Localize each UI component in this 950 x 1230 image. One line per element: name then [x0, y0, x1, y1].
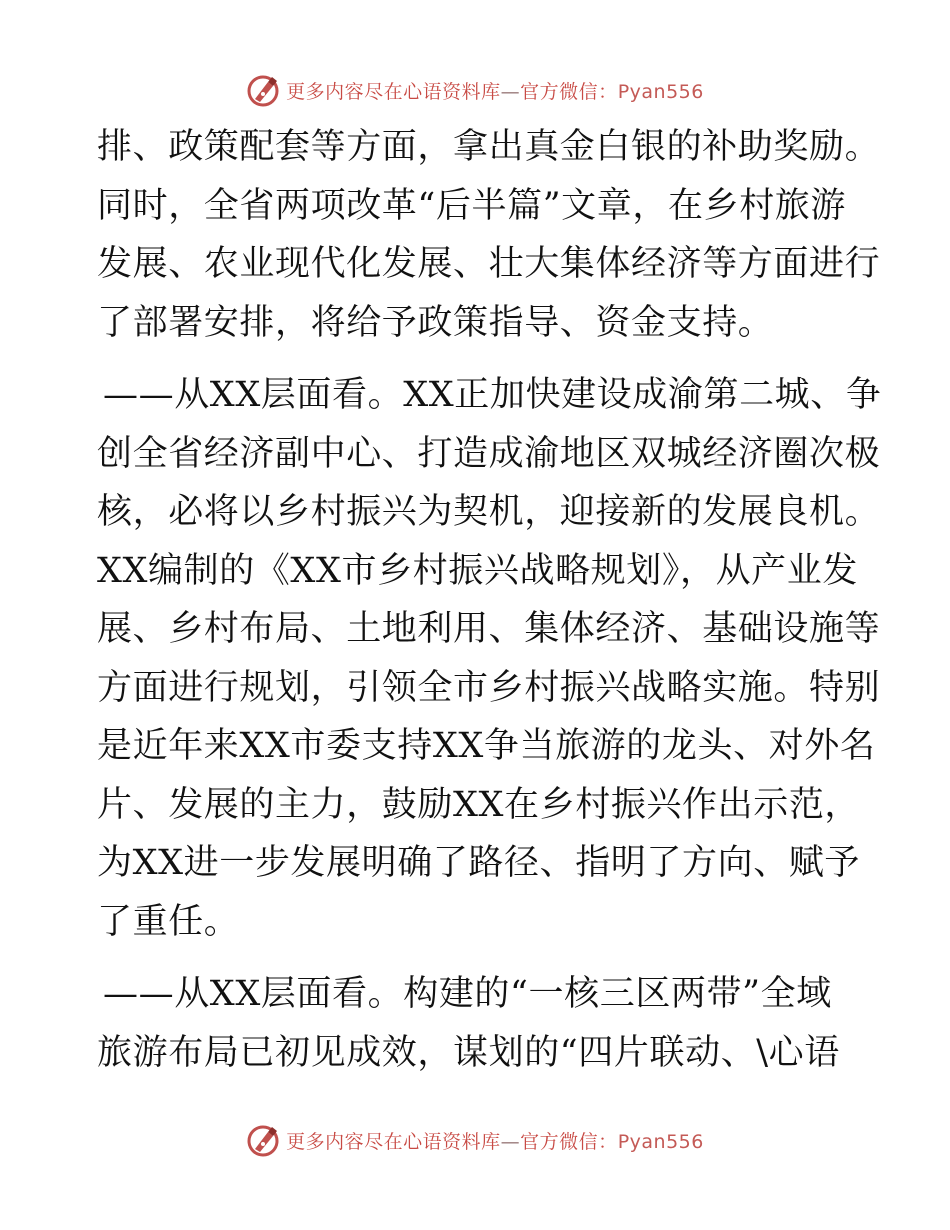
banner-wechat-handle: Pyan556: [617, 1130, 704, 1153]
pen-nib-logo-icon: [246, 1122, 282, 1158]
banner-text: [286, 1127, 704, 1154]
banner-wechat-label: 官方微信：: [520, 1130, 618, 1153]
text-line: 方面进行规划，引领全市乡村振兴战略实施。特别: [97, 667, 881, 708]
text-line: 发展、农业现代化发展、壮大集体经济等方面进行: [97, 244, 881, 284]
text-line: 展、乡村布局、土地利用、集体经济、基础设施等: [97, 609, 881, 649]
text-line: 创全省经济副中心、打造成渝地区双城经济圈次极: [97, 433, 881, 474]
text-line: 排、政策配套等方面，拿出真金白银的补助奖励。: [97, 127, 881, 167]
document-body: [97, 118, 882, 1096]
text-line: 同时，全省两项改革“后半篇”文章，在乡村旅游: [97, 185, 846, 226]
banner-wechat-label: 官方微信：: [520, 80, 618, 103]
paragraph-3: [97, 965, 857, 1082]
paragraph-2: [97, 366, 882, 951]
banner-wechat-handle: Pyan556: [617, 80, 704, 103]
text-line: ——从XX层面看。构建的“一核三区两带”全域: [103, 974, 832, 1014]
text-line: 片、发展的主力，鼓励XX在乡村振兴作出示范，: [97, 784, 861, 825]
text-line: 了部署安排，将给予政策指导、资金支持。: [97, 302, 774, 343]
text-line: 为XX进一步发展明确了路径、指明了方向、赋予: [97, 843, 861, 883]
footer-watermark-banner: [0, 1120, 950, 1160]
banner-separator: —: [500, 1130, 521, 1153]
text-line: 旅游布局已初见成效，谋划的“四片联动、\心语: [97, 1032, 840, 1073]
banner-separator: —: [500, 80, 521, 103]
header-watermark-banner: [0, 70, 950, 110]
banner-brand: 更多内容尽在心语资料库: [286, 80, 501, 103]
text-line: XX编制的《XX市乡村振兴战略规划》，从产业发: [97, 550, 858, 591]
paragraph-1: [97, 118, 881, 352]
banner-text: [286, 77, 704, 104]
text-line: 了重任。: [97, 901, 240, 942]
pen-nib-logo-icon: [246, 72, 282, 108]
banner-brand: 更多内容尽在心语资料库: [286, 1130, 501, 1153]
text-line: ——从XX层面看。XX正加快建设成渝第二城、争: [103, 375, 882, 415]
text-line: 是近年来XX市委支持XX争当旅游的龙头、对外名: [97, 726, 876, 766]
text-line: 核，必将以乡村振兴为契机，迎接新的发展良机。: [97, 492, 881, 532]
